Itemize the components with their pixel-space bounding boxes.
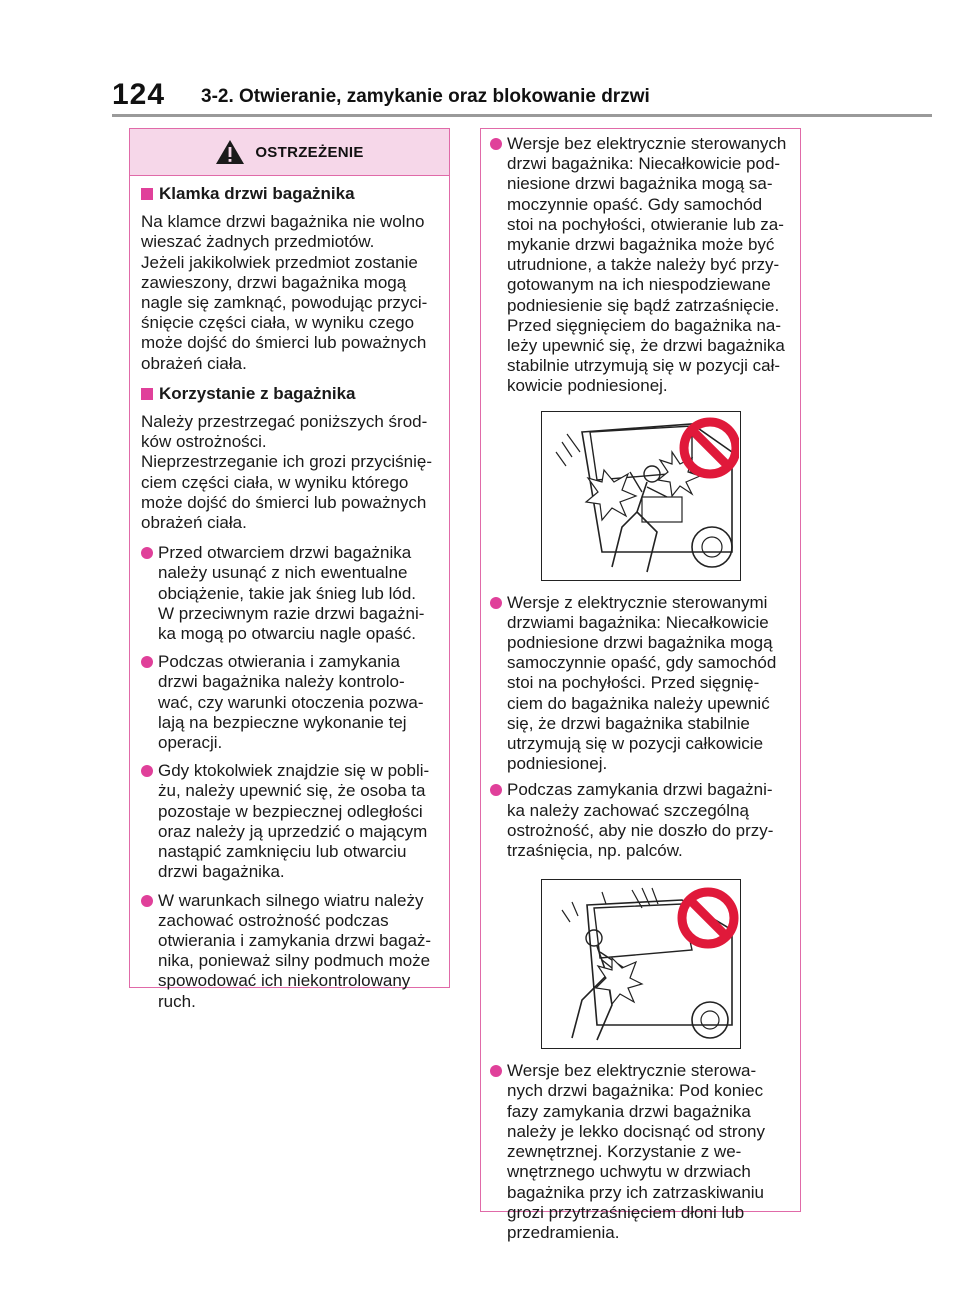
text-line: stoi na pochyłości, otwieranie lub za- [507,214,784,234]
text-line: może dojść do śmierci lub poważnych [141,333,427,353]
subsection-heading [141,184,439,204]
text-line: wać, czy warunki otoczenia pozwa- [158,692,424,712]
subsection-heading [141,384,439,404]
list-item [490,780,792,861]
list-item [490,134,792,397]
text-line: ruch. [158,991,196,1011]
section-title: 3-2. Otwieranie, zamykanie oraz blokowanie drzwi [201,86,650,107]
text-line: stabilnie utrzymują się w pozycji cał- [507,356,781,376]
text-line: gotowanym na ich niespodziewane [507,275,771,295]
text-line: Wersje bez elektrycznie sterowa- [507,1061,757,1081]
bullet-dot-icon [490,784,502,796]
text-line: kowicie podniesionej. [507,376,668,396]
paragraph [141,412,439,533]
text-line: Na klamce drzwi bagażnika nie wolno [141,212,425,232]
bullet-dot-icon [141,895,153,907]
bullet-dot-icon [141,547,153,559]
warning-content [130,176,449,1012]
text-line: ostrożność, aby nie doszło do przy- [507,820,774,840]
text-line: może dojść do śmierci lub poważnych [141,492,427,512]
text-line: drzwi bagażnika: Niecałkowicie pod- [507,154,781,174]
text-line: drzwi bagażnika należy kontrolo- [158,672,405,692]
text-line: Przed sięgnięciem do bagażnika na- [507,315,782,335]
text-line: Przed otwarciem drzwi bagażnika [158,543,412,563]
text-line: należy usunąć z nich ewentualne [158,563,408,583]
text-line: drzwi bagażnika. [158,862,285,882]
text-line: bagażnika przy ich zatrzaskiwaniu [507,1182,765,1202]
text-line: fazy zamykania drzwi bagażnika [507,1101,751,1121]
list-item [141,891,439,1012]
bullet-dot-icon [141,656,153,668]
warning-triangle-icon [215,139,245,165]
text-line: pozostaje w bezpiecznej odległości [158,801,423,821]
text-line: wnętrznego uchwytu w drzwiach [507,1162,751,1182]
text-line: nagle się zamknąć, powodując przyci- [141,293,428,313]
text-line: Podczas otwierania i zamykania [158,652,400,672]
text-line: Podczas zamykania drzwi bagażni- [507,780,773,800]
warning-box-continued [480,128,801,1242]
square-bullet-icon [141,388,153,400]
text-line: drzwiami bagażnika: Niecałkowicie [507,612,769,632]
text-line: nych drzwi bagażnika: Pod koniec [507,1081,764,1101]
text-line: obciążenie, takie jak śnieg lub lód. [158,583,416,603]
text-line: oraz należy ją uprzedzić o mającym [158,821,428,841]
text-line: moczynnie opaść. Gdy samochód [507,194,763,214]
bullet-dot-icon [490,1065,502,1077]
text-line: ciem części ciała, w wyniku którego [141,472,409,492]
list-item [490,593,792,775]
text-line: Wersje z elektrycznie sterowanymi [507,592,768,612]
text-line: się, że drzwi bagażnika stabilnie [507,713,750,733]
list-item [141,543,439,644]
text-line: samoczynnie opaść, gdy samochód [507,653,777,673]
text-line: W warunkach silnego wiatru należy [158,890,424,910]
text-line: podniesienie się bądź zatrzaśnięcie. [507,295,780,315]
text-line: operacji. [158,733,223,753]
text-line: leży upewnić się, że drzwi bagażnika [507,336,785,356]
warning-title: OSTRZEŻENIE [255,143,364,161]
illustration-closing-tailgate [541,879,741,1049]
warning-header [130,129,449,176]
text-line: spowodować ich niekontrolowany [158,971,411,991]
list-item [141,652,439,753]
text-line: Nieprzestrzeganie ich grozi przyciśnię- [141,452,433,472]
text-line: Wersje bez elektrycznie sterowanych [507,134,787,153]
text-line: utrudnione, a także należy być przy- [507,255,780,275]
text-line: podniesionej. [507,754,608,774]
text-line: żu, należy upewnić się, że osoba ta [158,781,426,801]
text-line: nastąpić zamknięciu lub otwarciu [158,842,407,862]
page-number: 124 [112,78,166,111]
text-line: niesione drzwi bagażnika mogą sa- [507,174,773,194]
text-line: Gdy ktokolwiek znajdzie się w pobli- [158,761,430,781]
text-line: zawieszony, drzwi bagażnika mogą [141,272,407,292]
list-item [490,1061,792,1243]
text-line: Należy przestrzegać poniższych środ- [141,412,428,432]
bullet-dot-icon [141,765,153,777]
text-line: trzaśnięcia, np. palców. [507,841,683,861]
text-line: obrażeń ciała. [141,513,247,533]
heading-text: Korzystanie z bagażnika [159,383,356,403]
text-line: stoi na pochyłości. Przed sięgnię- [507,673,760,693]
text-line: lają na bezpieczne wykonanie tej [158,712,407,732]
text-line: obrażeń ciała. [141,353,247,373]
text-line: W przeciwnym razie drzwi bagażni- [158,603,425,623]
text-line: zachować ostrożność podczas [158,910,389,930]
text-line: Jeżeli jakikolwiek przedmiot zostanie [141,252,418,272]
illustration-open-tailgate-slope [541,411,741,581]
text-line: ciem do bagażnika należy upewnić [507,693,770,713]
text-line: ków ostrożności. [141,432,267,452]
text-line: mykanie drzwi bagażnika może być [507,235,775,255]
text-line: ka mogą po otwarciu nagle opaść. [158,624,416,644]
text-line: wieszać żadnych przedmiotów. [141,232,375,252]
heading-text: Klamka drzwi bagażnika [159,184,355,203]
bullet-dot-icon [490,138,502,150]
bullet-dot-icon [490,597,502,609]
text-line: podniesione drzwi bagażnika mogą [507,633,773,653]
list-item [141,761,439,882]
text-line: przedramienia. [507,1222,620,1242]
text-line: nika, ponieważ silny podmuch może [158,951,431,971]
text-line: ka należy zachować szczególną [507,800,749,820]
prohibition-icon [682,892,734,944]
text-line: otwierania i zamykania drzwi bagaż- [158,930,432,950]
paragraph [141,212,439,374]
text-line: należy je lekko docisnąć od strony [507,1121,765,1141]
warning-box [129,128,450,1011]
square-bullet-icon [141,188,153,200]
text-line: grozi przytrzaśnięciem dłoni lub [507,1202,745,1222]
text-line: zewnętrznej. Korzystanie z we- [507,1142,742,1162]
header-rule [112,114,932,117]
text-line: śnięcie części ciała, w wyniku czego [141,313,415,333]
text-line: utrzymują się w pozycji całkowicie [507,734,764,754]
